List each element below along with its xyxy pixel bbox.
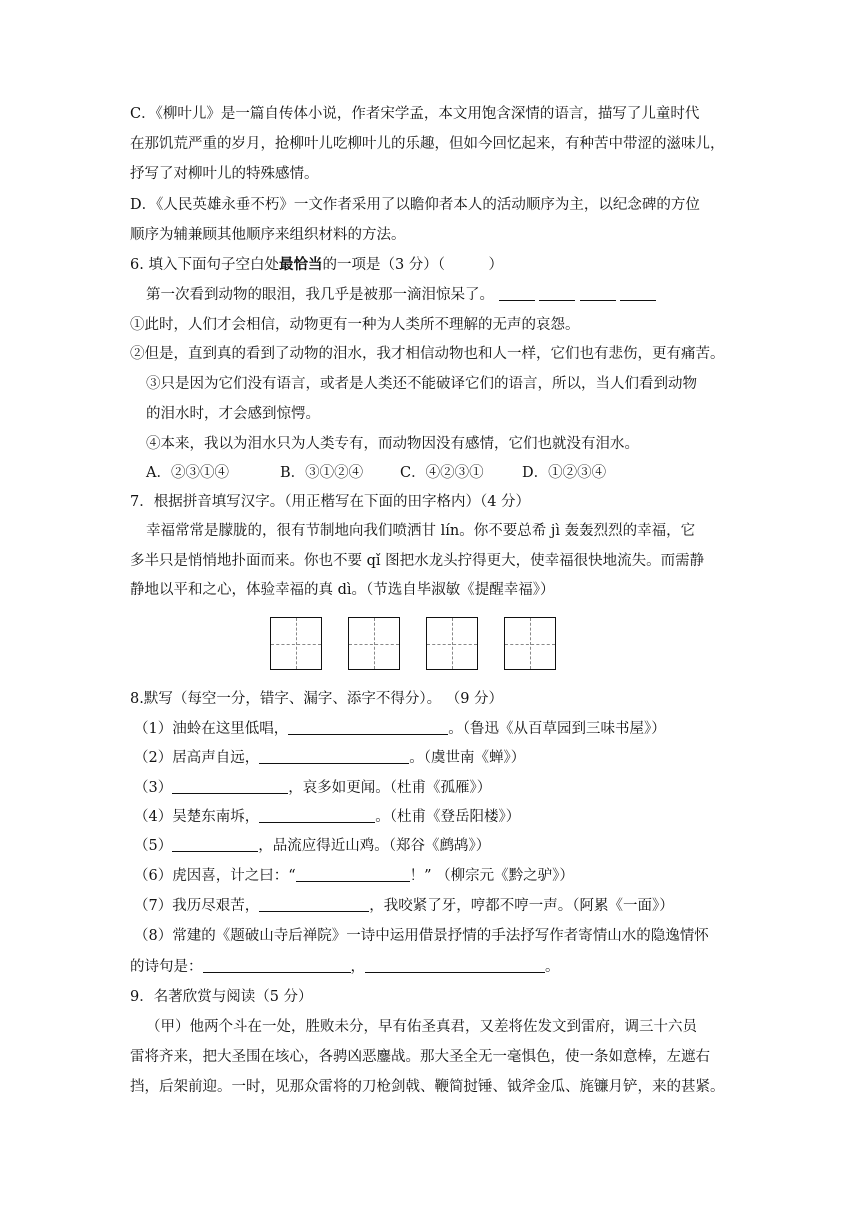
dictation-item-3: （3） ，哀多如更闻。（杜甫《孤雁》）	[134, 780, 492, 796]
reading-passage-line-2: 雷将齐来，把大圣围在垓心，各骋凶恶鏖战。那大圣全无一毫惧色，使一条如意棒，左遮右	[130, 1049, 710, 1065]
answer-blank[interactable]	[259, 896, 369, 912]
question-6-title: 6. 填入下面句子空白处最恰当的一项是（3 分）（ ）	[130, 256, 504, 273]
tianzige-box-3[interactable]	[426, 617, 478, 670]
dictation-item-6: （6）虎因喜，计之曰：“ ！” （柳宗元《黔之驴》）	[134, 868, 574, 884]
answer-blank[interactable]	[259, 748, 409, 764]
question-6-stem: 第一次看到动物的眼泪，我几乎是被那一滴泪惊呆了。	[146, 285, 656, 305]
answer-blank[interactable]	[539, 285, 575, 301]
reading-passage-line-1: （甲）他两个斗在一处，胜败未分，早有佑圣真君，又差将佐发文到雷府，调三十六员	[146, 1019, 697, 1035]
sentence-3-line-1: ③只是因为它们没有语言，或者是人类还不能破译它们的语言，所以，当人们看到动物	[146, 376, 697, 392]
answer-blank[interactable]	[365, 957, 545, 973]
dictation-item-7: （7）我历尽艰苦， ，我咬紧了牙，哼都不哼一声。（阿累《一面》）	[134, 898, 674, 914]
answer-blank[interactable]	[296, 866, 410, 882]
answer-blank[interactable]	[620, 285, 656, 301]
answer-blank[interactable]	[172, 778, 288, 794]
choice-b[interactable]: B．③①②④	[280, 465, 364, 481]
sentence-1: ①此时，人们才会相信，动物更有一种为人类所不理解的无声的哀怨。	[130, 317, 580, 333]
tianzige-box-2[interactable]	[348, 617, 400, 670]
dictation-item-4: （4）吴楚东南坼， 。（杜甫《登岳阳楼》）	[134, 809, 521, 825]
option-d-line-1: D．《人民英雄永垂不朽》一文作者采用了以瞻仰者本人的活动顺序为主，以纪念碑的方位	[130, 197, 700, 213]
sentence-2: ②但是，直到真的看到了动物的泪水，我才相信动物也和人一样，它们也有悲伤，更有痛苦。	[130, 346, 725, 362]
option-c-line-1: C．《柳叶儿》是一篇自传体小说，作者宋学孟，本文用饱含深情的语言，描写了儿童时代	[130, 106, 700, 122]
dictation-item-5: （5） ，品流应得近山鸡。（郑谷《鹧鸪》）	[134, 838, 491, 854]
answer-blank[interactable]	[172, 836, 258, 852]
emphasis-text: 最恰当	[278, 256, 323, 273]
dictation-item-1: （1）油蛉在这里低唱， 。（鲁迅《从百草园到三味书屋》）	[134, 721, 666, 737]
choice-a[interactable]: A．②③①④	[146, 465, 229, 481]
question-7-para-2: 多半只是悄悄地扑面而来。你也不要 qǐ 图把水龙头拧得更大，使幸福很快地流失。而需静	[130, 553, 705, 569]
reading-passage-line-3: 挡，后架前迎。一时，见那众雷将的刀枪剑戟、鞭简挝锤、钺斧金瓜、旄镰月铲，来的甚紧。	[130, 1079, 725, 1095]
dictation-item-8-line-1: （8）常建的《题破山寺后禅院》一诗中运用借景抒情的手法抒写作者寄情山水的隐逸情怀	[134, 928, 709, 944]
option-c-line-2: 在那饥荒严重的岁月，抢柳叶儿吃柳叶儿的乐趣，但如今回忆起来，有种苦中带涩的滋味儿，	[130, 136, 725, 152]
answer-blank[interactable]	[259, 807, 375, 823]
dictation-item-2: （2）居高声自远， 。（虞世南《蝉》）	[134, 750, 526, 766]
sentence-4: ④本来，我以为泪水只为人类专有，而动物因没有感情，它们也就没有泪水。	[146, 436, 639, 452]
question-7-para-1: 幸福常常是朦胧的，很有节制地向我们喷洒甘 lín。你不要总希 jì 轰轰烈烈的幸福，它	[146, 523, 696, 539]
answer-blank[interactable]	[580, 285, 616, 301]
question-7-para-3: 静地以平和之心，体验幸福的真 dì。（节选自毕淑敏《提醒幸福》）	[130, 582, 555, 598]
question-7-title: 7．根据拼音填写汉字。（用正楷写在下面的田字格内）（4 分）	[130, 494, 531, 510]
dictation-item-8-line-2: 的诗句是： ， 。	[130, 959, 560, 975]
question-8-title: 8.默写（每空一分，错字、漏字、添字不得分）。 （9 分）	[130, 691, 504, 707]
option-c-line-3: 抒写了对柳叶儿的特殊感情。	[130, 166, 319, 182]
choice-d[interactable]: D．①②③④	[522, 465, 607, 481]
answer-blank[interactable]	[499, 285, 535, 301]
question-9-title: 9．名著欣赏与阅读（5 分）	[130, 989, 313, 1005]
sentence-3-line-2: 的泪水时，才会感到惊愕。	[146, 406, 320, 422]
answer-blank[interactable]	[203, 957, 351, 973]
option-d-line-2: 顺序为辅兼顾其他顺序来组织材料的方法。	[130, 227, 406, 243]
choice-c[interactable]: C．④②③①	[400, 465, 484, 481]
tianzige-box-1[interactable]	[270, 617, 322, 670]
tianzige-box-4[interactable]	[504, 617, 556, 670]
answer-blank[interactable]	[288, 719, 448, 735]
